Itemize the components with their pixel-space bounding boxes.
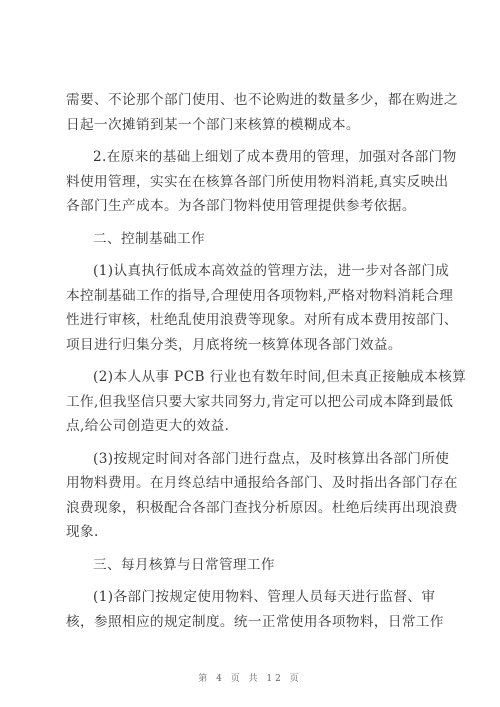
text-line: 核，参照相应的规定制度。统一正常使用各项物料，日常工作 — [66, 613, 444, 630]
section-heading-2: 二、控制基础工作 — [93, 230, 205, 247]
text-line: (1)认真执行低成本高效益的管理方法，进一步对各部门成 — [93, 263, 450, 279]
text-line: 性进行审核，杜绝乱使用浪费等现象。对所有成本费用按部门、 — [66, 312, 458, 328]
page-number-footer: 第 4 页 共 12 页 — [198, 674, 302, 684]
text-line: 本控制基础工作的指导,合理使用各项物料,严格对物料消耗合理 — [66, 287, 454, 304]
text-line: 点,给公司创造更大的效益. — [66, 418, 230, 434]
text-line: (1)各部门按规定使用物料、管理人员每天进行监督、审 — [93, 589, 436, 605]
text-line: 用物料费用。在月终总结中通报给各部门、及时指出各部门存在 — [66, 475, 458, 491]
text-line: (2)本人从事 PCB 行业也有数年时间,但未真正接触成本核算 — [93, 369, 467, 385]
section-heading-3: 三、每月核算与日常管理工作 — [93, 556, 275, 573]
paragraph-item-1 — [66, 259, 458, 357]
paragraph-item-3 — [66, 447, 458, 545]
text-line: 日起一次摊销到某一个部门来核算的模糊成本。 — [66, 116, 360, 133]
text-line: 工作,但我坚信只要大家共同努力,肯定可以把公司成本降到最低 — [66, 393, 454, 410]
text-line: 现象. — [66, 524, 99, 540]
text-line: (3)按规定时间对各部门进行盘点，及时核算出各部门所使 — [93, 450, 450, 467]
paragraph-continuation — [66, 88, 458, 137]
text-line: 项目进行归集分类，月底将统一核算体现各部门效益。 — [66, 336, 402, 353]
text-line: 料使用管理，实实在在核算各部门所使用物料消耗,真实反映出 — [66, 173, 449, 190]
text-line: 需要、不论那个部门使用、也不论购进的数量多少，都在购进之 — [66, 92, 458, 108]
text-line: 浪费现象，积极配合各部门查找分析原因。杜绝后续再出现浪费 — [66, 499, 458, 516]
text-line: 各部门生产成本。为各部门物料使用管理提供参考依据。 — [66, 198, 416, 214]
document-body — [66, 88, 467, 642]
text-line: 2.在原来的基础上细划了成本费用的管理，加强对各部门物 — [93, 149, 457, 165]
paragraph-item-2b — [66, 365, 467, 439]
paragraph-item-1b — [66, 585, 444, 634]
paragraph-item-2 — [66, 145, 457, 219]
